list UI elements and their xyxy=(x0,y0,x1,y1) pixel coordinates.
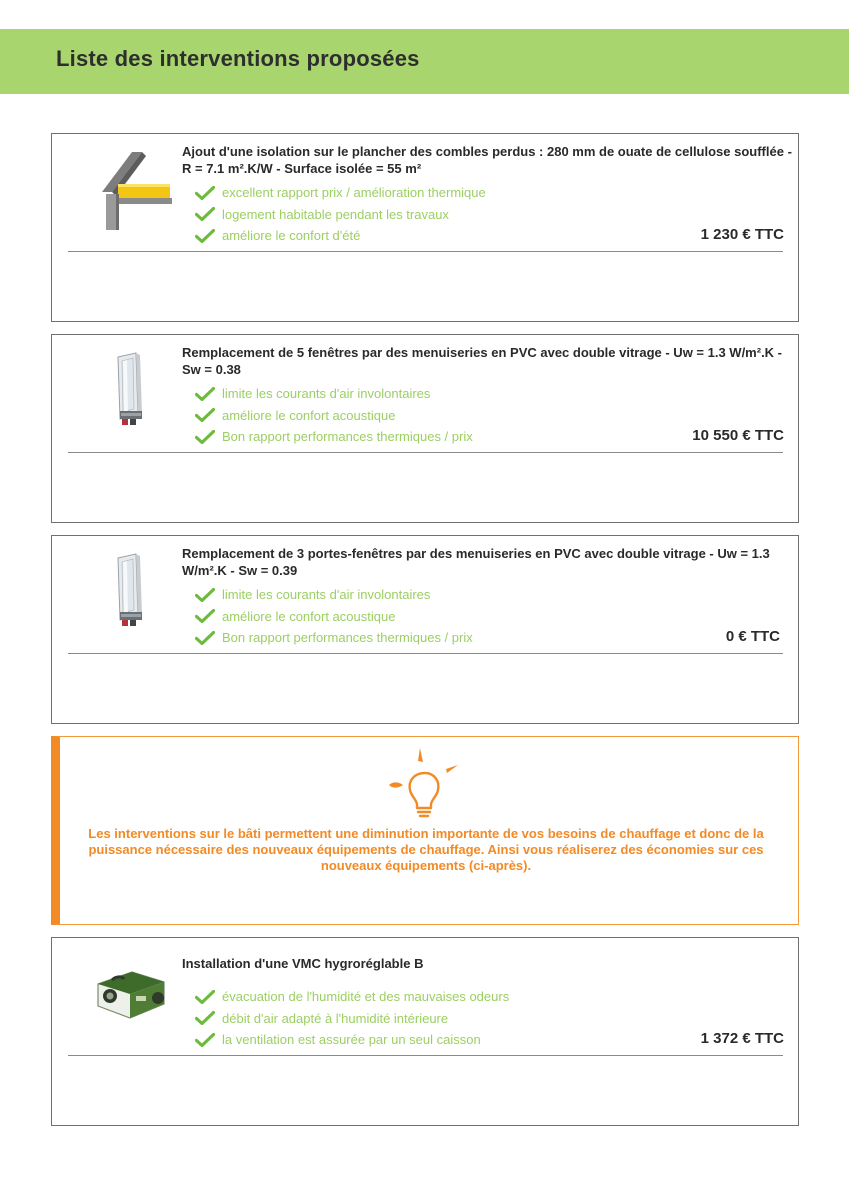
check-icon xyxy=(195,588,215,602)
benefit-list xyxy=(195,383,473,448)
vmc-unit-icon xyxy=(92,952,172,1032)
benefit-item xyxy=(195,182,486,204)
benefit-item xyxy=(195,383,473,405)
divider xyxy=(68,1055,783,1056)
lightbulb-icon xyxy=(385,745,465,825)
check-icon xyxy=(195,1033,215,1047)
intervention-card-french-windows xyxy=(51,535,799,724)
benefit-label: logement habitable pendant les travaux xyxy=(222,206,449,222)
benefit-label: améliore le confort acoustique xyxy=(222,608,396,624)
benefit-label: évacuation de l'humidité et des mauvaises odeurs xyxy=(222,989,510,1005)
check-icon xyxy=(195,430,215,444)
intervention-card-attic xyxy=(51,133,799,322)
intervention-price: 0 € TTC xyxy=(725,628,780,645)
benefit-item xyxy=(195,1008,509,1030)
tip-box xyxy=(51,736,799,925)
benefit-item xyxy=(195,986,509,1008)
attic-insulation-icon xyxy=(96,150,176,230)
benefit-item xyxy=(195,204,486,226)
intervention-card-vmc xyxy=(51,937,799,1126)
benefit-list xyxy=(195,584,473,649)
page-title: Liste des interventions proposées xyxy=(56,46,420,71)
pvc-window-icon xyxy=(92,349,172,429)
intervention-price: 1 372 € TTC xyxy=(700,1030,784,1047)
intervention-price: 10 550 € TTC xyxy=(692,427,784,444)
benefit-item xyxy=(195,584,473,606)
benefit-item xyxy=(195,225,486,247)
benefit-label: limite les courants d'air involontaires xyxy=(222,587,431,603)
intervention-title: Remplacement de 5 fenêtres par des menuiseries en PVC avec double vitrage - Uw = 1.3 W/m².K - Sw = 0.38 xyxy=(182,345,783,377)
intervention-card-windows xyxy=(51,334,799,523)
divider xyxy=(68,251,783,252)
benefit-label: Bon rapport performances thermiques / prix xyxy=(222,630,473,646)
check-icon xyxy=(195,207,215,221)
benefit-item xyxy=(195,1029,509,1051)
benefit-label: débit d'air adapté à l'humidité intérieure xyxy=(222,1010,449,1026)
check-icon xyxy=(195,186,215,200)
check-icon xyxy=(195,229,215,243)
intervention-title: Ajout d'une isolation sur le plancher des combles perdus : 280 mm de ouate de cellulose soufflée - R = 7.1 m².K/W - Surface isolée = 55 m² xyxy=(182,144,792,176)
check-icon xyxy=(195,609,215,623)
benefit-item xyxy=(195,405,473,427)
divider xyxy=(68,653,783,654)
pvc-window-icon xyxy=(92,550,172,630)
benefit-item xyxy=(195,627,473,649)
check-icon xyxy=(195,631,215,645)
benefit-list xyxy=(195,182,486,247)
benefit-label: Bon rapport performances thermiques / prix xyxy=(222,429,473,445)
check-icon xyxy=(195,408,215,422)
benefit-label: la ventilation est assurée par un seul caisson xyxy=(222,1032,481,1048)
benefit-item xyxy=(195,426,473,448)
benefit-item xyxy=(195,606,473,628)
benefit-label: améliore le confort d'été xyxy=(222,228,361,244)
intervention-price: 1 230 € TTC xyxy=(700,226,784,243)
tip-text: Les interventions sur le bâti permettent une diminution importante de vos besoins de chauffage et donc de la puissance nécessaire des nouveaux équipements de chauffage. Ainsi vous réaliserez des économies sur ces nouveaux équipements (ci-après). xyxy=(88,826,764,873)
benefit-list xyxy=(195,986,509,1051)
check-icon xyxy=(195,1011,215,1025)
benefit-label: améliore le confort acoustique xyxy=(222,407,396,423)
divider xyxy=(68,452,783,453)
intervention-title: Remplacement de 3 portes-fenêtres par des menuiseries en PVC avec double vitrage - Uw = 1.3 W/m².K - Sw = 0.39 xyxy=(182,546,770,578)
check-icon xyxy=(195,990,215,1004)
benefit-label: limite les courants d'air involontaires xyxy=(222,386,431,402)
check-icon xyxy=(195,387,215,401)
intervention-title: Installation d'une VMC hygroréglable B xyxy=(182,956,424,971)
benefit-label: excellent rapport prix / amélioration thermique xyxy=(222,185,486,201)
